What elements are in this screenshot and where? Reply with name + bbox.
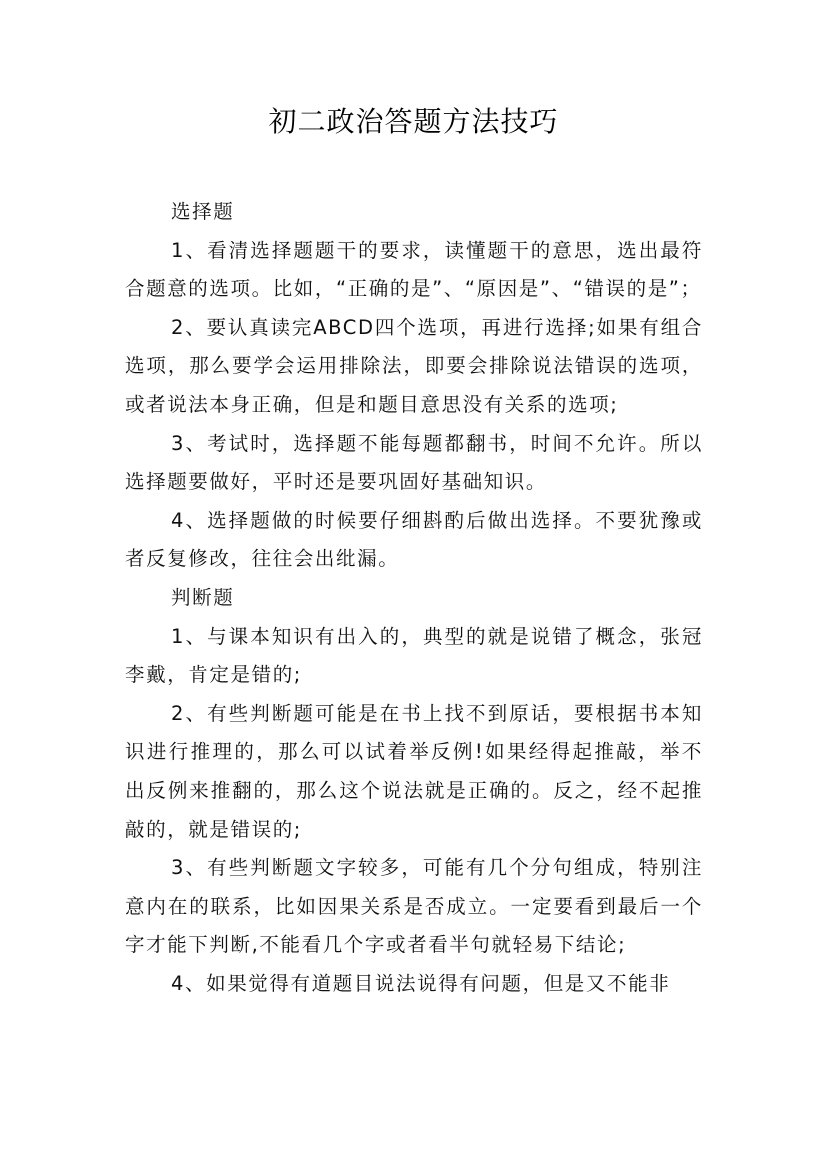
- paragraph: 4、如果觉得有道题目说法说得有问题，但是又不能非: [171, 971, 671, 995]
- section-heading-choice: 选择题: [171, 200, 235, 223]
- paragraph: 2、有些判断题可能是在书上找不到原话，要根据书本知识进行推理的，那么可以试着举反例!如果经得起推敲，举不出反例来推翻的，那么这个说法就是正确的。反之，经不起推敲的，就是错误的;: [125, 701, 703, 841]
- paragraph: 3、有些判断题文字较多，可能有几个分句组成，特别注意内在的联系，比如因果关系是否成立。一定要看到最后一个字才能下判断,不能看几个字或者看半句就轻易下结论;: [125, 856, 703, 957]
- paragraph: 3、考试时，选择题不能每题都翻书，时间不允许。所以选择题要做好，平时还是要巩固好基础知识。: [125, 431, 703, 494]
- paragraph: 4、选择题做的时候要仔细斟酌后做出选择。不要犹豫或者反复修改，往往会出纰漏。: [125, 508, 703, 571]
- paragraph: 2、要认真读完ABCD四个选项，再进行选择;如果有组合选项，那么要学会运用排除法，即要会排除说法错误的选项，或者说法本身正确，但是和题目意思没有关系的选项;: [125, 315, 703, 416]
- section-heading-judgement: 判断题: [171, 585, 235, 609]
- paragraph: 1、与课本知识有出入的，典型的就是说错了概念，张冠李戴，肯定是错的;: [125, 624, 703, 687]
- document-body: [125, 193, 703, 1003]
- page-title: 初二政治答题方法技巧: [268, 105, 559, 138]
- paragraph: 1、看清选择题题干的要求，读懂题干的意思，选出最符合题意的选项。比如，“正确的是”、“原因是”、“错误的是”；: [125, 238, 703, 301]
